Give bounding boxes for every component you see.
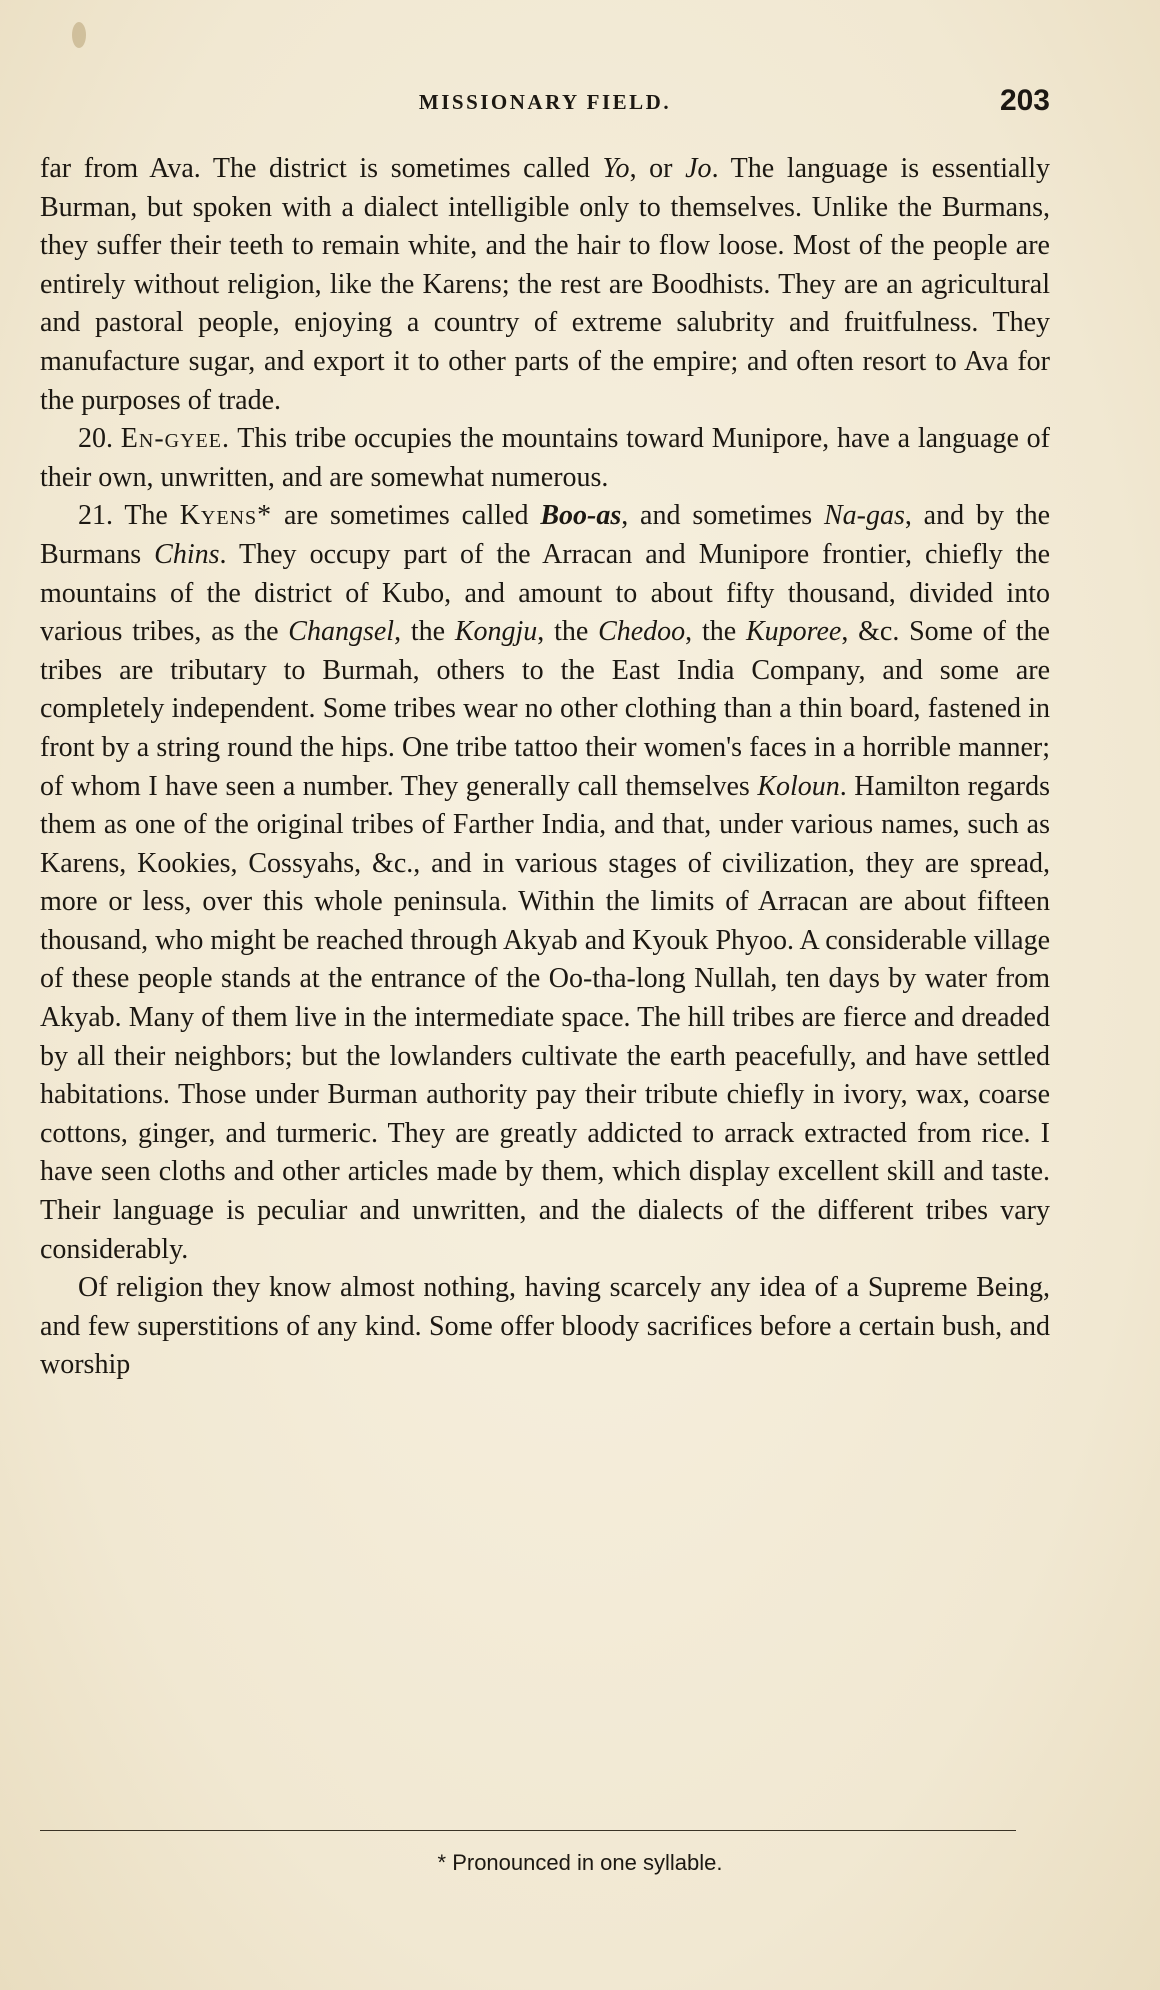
tribe-name: Kyens*	[179, 500, 273, 532]
text-run: . They occupy part of the Arracan and Munipore frontier, chiefly the mountains of the district of Kubo, and amount to about fifty thousand, divided into various tribes, as the	[40, 538, 1050, 648]
text-run: , &c. Some of the tribes are tributary to Burmah, others to the East India Company, and some are completely independent. Some tribes wear no other clothing than a thin board, fastened in front by a string round the hips. One tribe tattoo their women's faces in a horrible manner; of whom I have seen a number. They generally call themselves	[40, 616, 1050, 802]
tribe-name: En-gyee.	[120, 423, 230, 455]
ink-stain	[72, 22, 86, 48]
footnote-rule	[40, 1830, 1016, 1831]
text-run: , and by the Burmans	[40, 500, 1050, 570]
italic-term: Boo-as	[540, 500, 622, 532]
text-run: far from Ava. The district is sometimes called	[40, 153, 603, 184]
text-run: , the	[685, 616, 746, 648]
text-run: , the	[394, 616, 455, 648]
running-head: MISSIONARY FIELD.	[418, 90, 672, 114]
paragraph-21	[40, 497, 1050, 1269]
text-run: , the	[537, 616, 599, 648]
text-run: , and sometimes	[621, 500, 824, 532]
section-number: 20.	[78, 423, 121, 455]
page-number: 203	[999, 84, 1050, 117]
footnote: * Pronounced in one syllable.	[437, 1850, 723, 1875]
italic-term: Chins	[154, 538, 220, 570]
italic-term: Chedoo	[598, 616, 686, 648]
section-number: 21. The	[78, 500, 180, 532]
text-run: This tribe occupies the mountains toward Munipore, have a language of their own, unwritten, and are somewhat numerous.	[40, 423, 1050, 493]
paragraph-20	[40, 420, 1050, 497]
italic-term: Na-gas	[823, 500, 905, 532]
text-run: . The language is essentially Burman, but spoken with a dialect intelligible only to themselves. Unlike the Burmans, they suffer their teeth to remain white, and the hair to flow loose. Most of the people are entirely without religion, like the Karens; the rest are Boodhists. They are an agricultural and pastoral people, enjoying a country of extreme salubrity and fruitfulness. They manufacture sugar, and export it to other parts of the empire; and often resort to Ava for the purposes of trade.	[40, 153, 1050, 416]
italic-term: Yo	[602, 153, 630, 184]
italic-term: Kongju	[454, 616, 538, 648]
body-text	[40, 150, 1050, 1385]
italic-term: Kuporee	[745, 616, 842, 648]
italic-term: Jo	[685, 153, 712, 184]
text-run: . Hamilton regards them as one of the original tribes of Farther India, and that, under various names, such as Karens, Kookies, Cossyahs, &c., and in various stages of civilization, they are spread, more or less, over this whole peninsula. Within the limits of Arracan are about fifteen thousand, who might be reached through Akyab and Kyouk Phyoo. A considerable village of these people stands at the entrance of the Oo-tha-long Nullah, ten days by water from Akyab. Many of them live in the intermediate space. The hill tribes are fierce and dreaded by all their neighbors; but the lowlanders cultivate the earth peacefully, and have settled habitations. Those under Burman authority pay their tribute chiefly in ivory, wax, coarse cottons, ginger, and turmeric. They are greatly addicted to arrack extracted from rice. I have seen cloths and other articles made by them, which display excellent skill and taste. Their language is peculiar and unwritten, and the dialects of the different tribes vary considerably.	[40, 770, 1050, 1265]
text-run: , or	[629, 153, 686, 184]
paragraph-1	[40, 150, 1050, 420]
text-run: are sometimes called	[272, 500, 541, 532]
italic-term: Koloun	[757, 770, 840, 802]
paragraph-religion: Of religion they know almost nothing, having scarcely any idea of a Supreme Being, and few superstitions of any kind. Some offer bloody sacrifices before a certain bush, and worship	[40, 1272, 1050, 1381]
page-header	[40, 84, 1050, 124]
italic-term: Changsel	[288, 616, 395, 648]
